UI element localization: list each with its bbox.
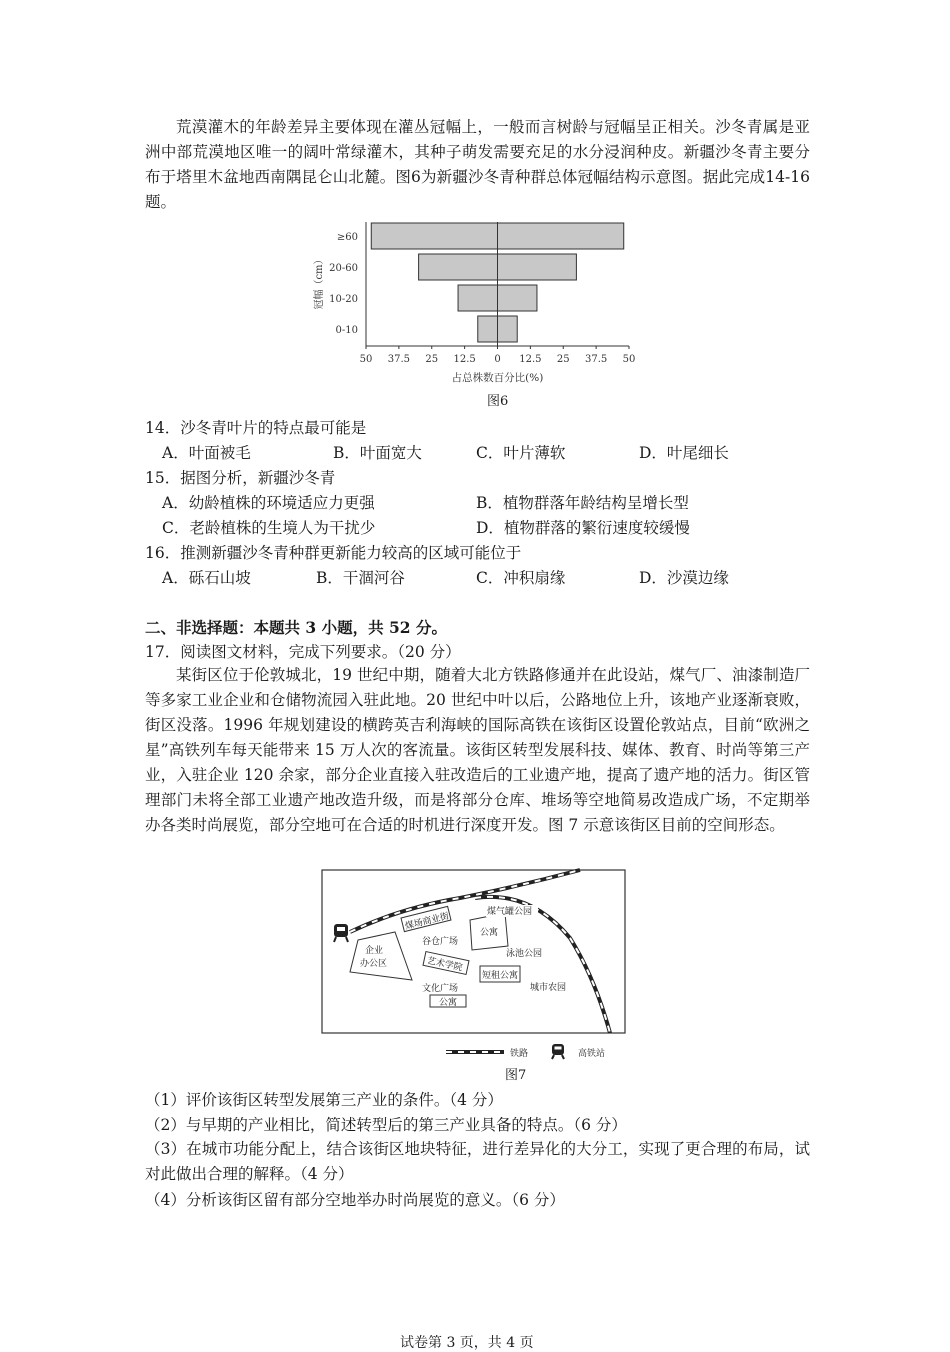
fig6-tick-label: 37.5 xyxy=(387,354,411,365)
q17-sub2: （2）与早期的产业相比，简述转型后的第三产业具备的特点。（6 分） xyxy=(145,1116,627,1134)
label-warehouse-square: 谷仓广场 xyxy=(422,937,459,947)
q14-stem: 14．沙冬青叶片的特点最可能是 xyxy=(145,419,367,437)
q16-stem: 16．推测新疆沙冬青种群更新能力较高的区域可能位于 xyxy=(145,544,522,562)
fig6-category-label: ≥60 xyxy=(336,232,358,243)
legend-station-icon xyxy=(552,1044,564,1059)
q14-option-c: C．叶片薄软 xyxy=(476,444,566,462)
page-footer: 试卷第 3 页，共 4 页 xyxy=(400,1335,534,1351)
fig6-chart xyxy=(300,220,660,410)
label-swim-park: 泳池公园 xyxy=(506,949,543,959)
fig6-tick-label: 50 xyxy=(622,354,636,365)
q16-option-c: C．冲积扇缘 xyxy=(476,569,566,587)
fig6-tick-label: 0 xyxy=(494,354,501,365)
fig6-caption: 图6 xyxy=(487,394,509,409)
label-short-rent: 短租公寓 xyxy=(482,971,519,981)
fig6-tick-label: 12.5 xyxy=(453,354,476,365)
fig6-tick-label: 37.5 xyxy=(584,354,608,365)
q17-sub4: （4）分析该街区留有部分空地举办时尚展览的意义。（6 分） xyxy=(145,1191,565,1209)
q14-option-b: B．叶面宽大 xyxy=(333,444,422,462)
label-apartment2: 公寓 xyxy=(439,998,458,1008)
q16-option-b: B．干涸河谷 xyxy=(316,569,405,587)
q16-option-a: A．砾石山坡 xyxy=(162,569,251,587)
q17-sub1: （1）评价该街区转型发展第三产业的条件。（4 分） xyxy=(145,1091,503,1109)
intro-paragraph: 荒漠灌木的年龄差异主要体现在灌丛冠幅上，一般而言树龄与冠幅呈正相关。沙冬青属是亚洲中部荒漠地区唯一的阔叶常绿灌木，其种子萌发需要充足的水分浸润种皮。新疆沙冬青主要分布于塔里木盆地西南隅昆仑山北麓。图6为新疆沙冬青种群总体冠幅结构示意图。据此完成14-16题。 xyxy=(145,118,810,211)
fig6-category-label: 0-10 xyxy=(335,325,358,336)
q16-option-d: D．沙漠边缘 xyxy=(639,569,729,587)
fig6-tick-label: 25 xyxy=(425,354,439,365)
q17-sub3: （3）在城市功能分配上，结合该街区地块特征，进行差异化的大分工，实现了更合理的布局，试对此做出合理的解释。（4 分） xyxy=(145,1140,810,1183)
label-art-college: 艺术学院 xyxy=(425,956,464,974)
q15-option-a: A．幼龄植株的环境适应力更强 xyxy=(162,494,375,512)
fig7-map xyxy=(320,868,630,1068)
fig7-caption: 图7 xyxy=(505,1068,527,1083)
q15-option-c: C．老龄植株的生境人为干扰少 xyxy=(162,519,376,537)
fig6-tick-label: 25 xyxy=(556,354,570,365)
fig6-xlabel: 占总株数百分比(%) xyxy=(451,372,544,384)
q15-option-d: D．植物群落的繁衍速度较缓慢 xyxy=(476,519,690,537)
fig6-category-label: 20-60 xyxy=(329,263,358,274)
q17-material: 某街区位于伦敦城北，19 世纪中期，随着大北方铁路修通并在此设站，煤气厂、油漆制造厂等多家工业企业和仓储物流园入驻此地。20 世纪中叶以后，公路地位上升，该地产业逐渐衰败，街区没落。1996 年规划建设的横跨英吉利海峡的国际高铁在该街区设置伦敦站点，目前“欧洲之星”高铁列车每天能带来 15 万人次的客流量。该街区转型发展科技、媒体、教育、时尚等第三产业，入驻企业 120 余家，部分企业直接入驻改造后的工业遗产地，提高了遗产地的活力。街区管理部门未将全部工业遗产地改造升级，而是将部分仓库、堆场等空地简易改造成广场，不定期举办各类时尚展览，部分空地可在合适的时机进行深度开发。图 7 示意该街区目前的空间形态。 xyxy=(145,666,810,834)
label-coal-street: 煤场商业街 xyxy=(404,911,451,933)
q15-stem: 15．据图分析，新疆沙冬青 xyxy=(145,469,336,487)
legend-railway-label: 铁路 xyxy=(510,1049,529,1059)
q15-option-b: B．植物群落年龄结构呈增长型 xyxy=(476,494,689,512)
label-culture-square: 文化广场 xyxy=(422,984,459,994)
legend-station-label: 高铁站 xyxy=(578,1049,606,1059)
label-farm: 城市农园 xyxy=(530,983,567,993)
q17-stem: 17．阅读图文材料，完成下列要求。（20 分） xyxy=(145,643,461,661)
q14-option-d: D．叶尾细长 xyxy=(639,444,729,462)
label-coal-park: 煤气罐公园 xyxy=(487,907,533,917)
fig6-ylabel: 冠幅（cm） xyxy=(314,254,325,310)
q14-option-a: A．叶面被毛 xyxy=(162,444,251,462)
fig6-tick-label: 50 xyxy=(359,354,373,365)
fig6-tick-label: 12.5 xyxy=(519,354,542,365)
label-enterprise-2: 办公区 xyxy=(360,959,388,969)
fig6-category-label: 10-20 xyxy=(329,294,358,305)
label-enterprise-1: 企业 xyxy=(365,946,384,956)
section2-heading: 二、非选择题：本题共 3 小题，共 52 分。 xyxy=(145,618,447,637)
label-apartment1: 公寓 xyxy=(480,928,499,938)
